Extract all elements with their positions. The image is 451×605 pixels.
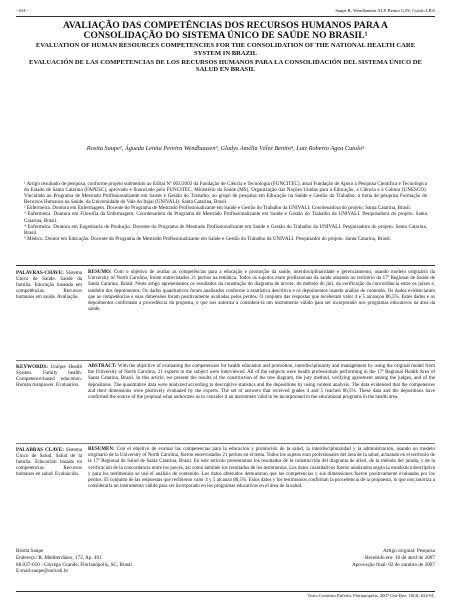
abstract <box>88 364 435 401</box>
abstract-heading: ABSTRACT: <box>88 364 117 369</box>
abstract-separator <box>16 360 435 361</box>
article-type: Artigo original: Pesquisa <box>383 548 435 554</box>
footnote: ⁴ Enfermeira. Doutora em Engenharia de Produção. Docente do Programa de Mestrado Profissionalizante em Saúde e Gestão do Trabalho da UNIVALI. Pesquisadora do projeto. Santa Catarina, Brasil. <box>24 223 427 236</box>
keywords-spanish <box>16 447 88 490</box>
footnote: ³ Enfermeira. Doutora em Filosofia da Enfermagem. Coordenadora do Programa de Mestrado Profissionalizante em Saúde e Gestão do Trabalho da UNIVALI. Pesquisadora do projeto. Santa Catarina, Brasil. <box>24 211 427 224</box>
correspondence-address <box>16 548 133 575</box>
keywords-text: Sistema Único de Saúde. Saúde da família. Educação baseada em competências. Recursos humanos em saúde. Avaliação. <box>16 270 82 301</box>
resumen <box>88 447 435 490</box>
footnotes <box>24 181 427 242</box>
abstract-spanish <box>16 447 435 490</box>
page-number: - 654 - <box>16 8 29 13</box>
keywords-heading: PALABRAS CLAVE: <box>16 447 64 453</box>
abstract-text: Con el objetivo de evaluar las competencias para la educación y promoción de la salud, la interdisciplinaridad y la administración, usando un modelo originario de la University of North Carolina, fueron entrevistados 21 peritos en el tema. Todos los sujetos eran profesionales del área de la salud, actuando en el territorio de la 17ª Regional de Salud de Santa Catarina, Brasil. En este artículo presentamos los resultados de la construcción del diagrama de árbol, de lo método del jurado, y de la verificación de la concordancia entre los jueces, así como también los resultados de los testimonios. Los datos cuantitativos fueron analizados según la estadística descriptiva y para los testimonios se usó el análisis de contenido. Los datos obtenidos demuestran que las competencias y sus dimensiones fueron positivamente evaluadas por los peritos. El conjunto de las respuestas que recibieron valor 4 y 5 alcanzó 86,5%. Estos datos y los testimonios confirman la procedencia de la propuesta, lo que nos autoriza a considerarla un instrumento válido para ser incorporado en los programas educativos en el área de la salud. <box>88 447 435 490</box>
journal-citation: Texto Contexto Enferm, Florianópolis, 2007 Out-Dez; 16(4): 654-61. <box>307 593 435 598</box>
abstract-heading: RESUMEN: <box>88 447 115 452</box>
keywords-portuguese <box>16 270 88 313</box>
approval-date: Aprovação final: 02 de outubro de 2007 <box>352 561 435 568</box>
keywords-heading: KEYWORDS: <box>16 364 48 370</box>
address-line: Endereço: R. Mediterrâneo, 172, Ap. 401 <box>16 554 102 561</box>
title-english: EVALUATION OF HUMAN RESOURCES COMPETENCIES FOR THE CONSOLIDATION OF THE NATIONAL HEALTH CARE SYSTEM IN BRAZIL <box>35 42 416 57</box>
section-rule <box>16 265 435 266</box>
email-line: E-mail:saupe@univali.br <box>16 568 69 575</box>
abstract-text: With the objective of evaluating the competencies for health education and promotion, interdisciplinarity and management by using the original model from the University of North Carolina, 21 experts in the subject were interviewed. All of the subjects were health professionals performing in the 17ª Regional Health Area of Santa Catarina, Brazil. In this article, we present the results of the construction of the tree diagram, the jury method, verifying agreement among the judges, and of the depositions. The quantitative data were analyzed according to descriptive statistics and the depositions by using content analysis. The data evidenced that the competences and their dimensions were positively evaluated by the experts. The set of answers that received grades 4 and 5 reached 86,5%. These data and the depositions have confirmed the source of the proposal what authorizes us to consider it an instrument valid to be incorporated in the educational programs in the health area. <box>88 364 435 401</box>
author-line: Rosita Saupe², Águeda Lenita Pereira Wendhausen³, Gladys Amélia Vélez Benito⁴, Luiz Roberto Agea Cutolo⁵ <box>86 145 365 152</box>
footnote: ² Enfermeira. Doutora em Enfermagem. Docente do Programa de Mestrado Profissionalizante em Saúde e Gestão do Trabalho da UNIVALI. Coordenadora do projeto. Santa Catarina, Brasil. <box>24 205 412 212</box>
keywords-heading: PALAVRAS-CHAVE: <box>16 270 64 276</box>
title-spanish: EVALUACIÓN DE LAS COMPETENCIAS DE LOS RECURSOS HUMANOS PARA LA CONSOLIDACIÓN DEL SISTEMA ÚNICO DE SALUD EN BRASIL <box>29 58 422 74</box>
keywords-text: Unique Health System. Family health. Competence-based education. Human manpower. Evaluation. <box>16 364 82 389</box>
title-portuguese: AVALIAÇÃO DAS COMPETÊNCIAS DOS RECURSOS HUMANOS PARA A CONSOLIDAÇÃO DO SISTEMA ÚNICO DE SAÚDE NO BRASIL¹ <box>63 20 388 42</box>
abstract-portuguese <box>16 270 435 313</box>
received-date: Recebido em: 10 de abril de 2007 <box>364 554 435 561</box>
header-rule <box>16 16 435 17</box>
running-head-authors: Saupe R, Wendhausen ALP, Benito GAV, Cutolo LRA <box>335 8 435 13</box>
abstract-text: Com o objetivo de avaliar as competências para a educação e promoção da saúde, interdisciplinaridade e gerenciamento, usando modelo originário da University of North Carolina, foram entrevistados 21 peritos na temática. Todos os sujeitos eram profissionais da saúde atuando no território da 17ª Regional de Saúde de Santa Catarina, Brasil. Neste artigo apresentamos os resultados da construção do diagrama de árvore, do método do júri, da verificação da concordância entre os juízes e, também dos depoimentos. Os dados quantitativos foram analisados conforme a estatística descritiva e os depoimentos usando análise de conteúdo. Os dados evidenciaram que as competências e suas dimensões foram positivamente avaliadas pelos peritos. O conjunto das respostas que receberam valor 4 e 5 alcançou 86,5%. Estes dados e os depoimentos confirmam a procedência da proposta, o que nos autoriza a considerá-la um instrumento válido para ser incorporado nos programas educativos na área da saúde. <box>88 270 435 313</box>
abstract-english <box>16 364 435 401</box>
title-block <box>24 21 427 74</box>
correspondent-name: Rosita Saupe <box>16 548 44 554</box>
keywords-english <box>16 364 88 401</box>
address-line: 88.037-610 - Córrego Grande, Florianópolis, SC, Brasil. <box>16 561 134 568</box>
footnote: ⁵ Médico. Doutor em Educação. Docente do Programa de Mestrado Profissionalizante em Saúde e Gestão do Trabalho da UNIVALI. Pesquisador do projeto. Santa Catarina, Brasil. <box>24 235 391 242</box>
footnote: ¹ Artigo resultado de pesquisa, conforme projeto submetido ao Edital Nº 003/2003 da Fundação de Ciência e Tecnologia (FUNCITEC), atual Fundação de Apoio à Pesquisa Científica e Tecnológica do Estado de Santa Catarina (FAPESC), aprovado e financiado pela FUNCITEC, Ministério da Saúde (MS), Organização das Nações Unidas para a Educação, a Ciência e a Cultura (UNESCO). Vinculado ao Programa de Mestrado Profissionalizante em Saúde e Gestão do Trabalho; ao grupo de pesquisa em Educação na Saúde e Gestão do Trabalho; à linha de pesquisa Formação de Recursos Humanos na Saúde, da Universidade do Vale do Itajaí (UNIVALI). Santa Catarina, Brasil. <box>24 181 427 206</box>
footer-rule <box>16 591 435 592</box>
resumo <box>88 270 435 313</box>
article-history <box>352 548 435 568</box>
keywords-text: Sistema Único de Salud. Salud de la familia. Educación basada en competencias. Recursos humanos en salud. Evaluación. <box>16 447 82 478</box>
abstract-separator <box>16 443 435 444</box>
abstract-heading: RESUMO: <box>88 270 112 275</box>
